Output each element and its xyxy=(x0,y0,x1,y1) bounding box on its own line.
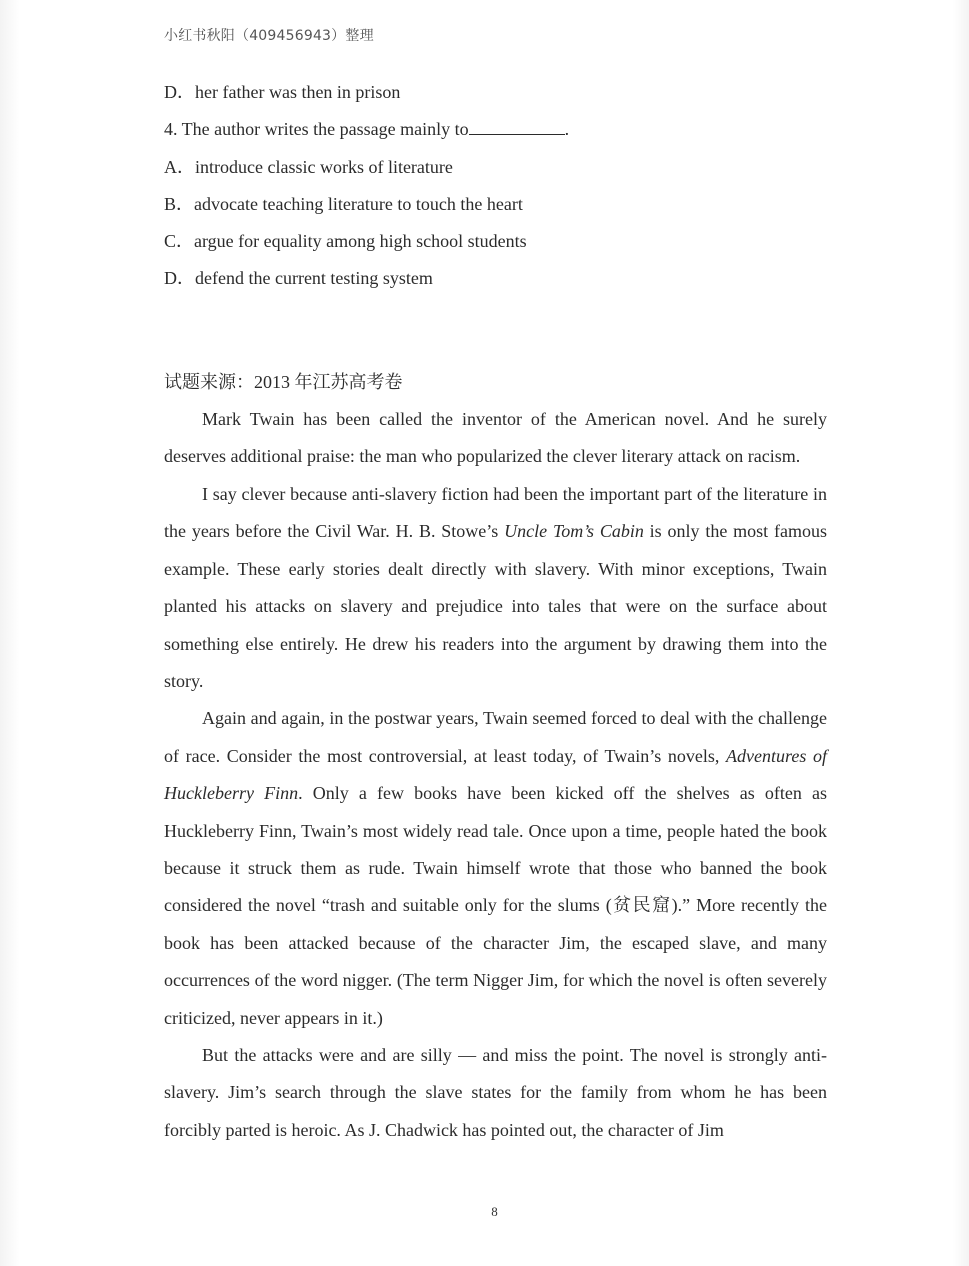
passage-paragraph-1: Mark Twain has been called the inventor of the American novel. And he surely deserves additional praise: the man who popularized the clever literary attack on racism. xyxy=(164,409,827,467)
q3-option-d: D．her father was then in prison xyxy=(164,82,401,102)
q4-stem-text: 4. The author writes the passage mainly to xyxy=(164,119,469,140)
answer-blank xyxy=(469,120,565,135)
passage-paragraph-4: But the attacks were and are silly — and miss the point. The novel is strongly anti-slavery. Jim’s search through the slave states for the family from whom he has been forcibly parted is heroic. As J. Chadwick has pointed out, the character of Jim xyxy=(164,1044,827,1140)
book-title-uncle-toms-cabin: Uncle Tom’s Cabin xyxy=(504,521,644,542)
paragraph-2-text-a: I say clever because anti-slavery fiction had been the important part of the literature in the years before the Civil War. H. B. Stowe’s xyxy=(164,483,827,542)
passage-paragraph-3 xyxy=(164,700,827,1037)
paragraph-2-text-b: is only the most famous example. These early stories dealt directly with slavery. With minor exceptions, Twain planted his attacks on slavery and prejudice into tales that were on the surface about something else entirely. He drew his readers into the argument by drawing them into the story. xyxy=(164,521,827,691)
q4-stem-end: . xyxy=(564,119,570,140)
passage-source: 试题来源：2013 年江苏高考卷 xyxy=(164,371,403,392)
q4-option-a: A．introduce classic works of literature xyxy=(164,156,453,177)
page-edge-right xyxy=(953,0,969,1266)
page-number: 8 xyxy=(491,1204,498,1219)
passage-paragraph-2 xyxy=(164,476,827,700)
page-header: 小红书秋阳（409456943）整理 xyxy=(164,28,374,44)
paragraph-3-text-a: Again and again, in the postwar years, Twain seemed forced to deal with the challenge of race. Consider the most controversial, at least today, of Twain’s novels, xyxy=(164,708,827,766)
q4-option-b: B．advocate teaching literature to touch the heart xyxy=(164,193,523,214)
page-content xyxy=(164,74,827,1149)
q4-option-d: D．defend the current testing system xyxy=(164,268,433,289)
book-title-huckleberry-finn: Adventures of Huckleberry Finn xyxy=(164,745,827,804)
paragraph-3-text-b: . Only a few books have been kicked off the shelves as often as Huckleberry Finn, Twain’s most widely read tale. Once upon a time, people hated the book because it struck them as rude. Twain himself wrote that those who banned the book considered the novel “trash and suitable only for the slums (贫民窟).” More recently the book has been attacked because of the character Jim, the escaped slave, and many occurrences of the word nigger. (The term Nigger Jim, for which the novel is often severely criticized, never appears in it.) xyxy=(164,783,828,1028)
q4-stem xyxy=(164,111,827,148)
q4-option-c: C．argue for equality among high school students xyxy=(164,231,527,252)
page-edge-left xyxy=(0,0,20,1266)
section-spacer xyxy=(164,298,827,364)
